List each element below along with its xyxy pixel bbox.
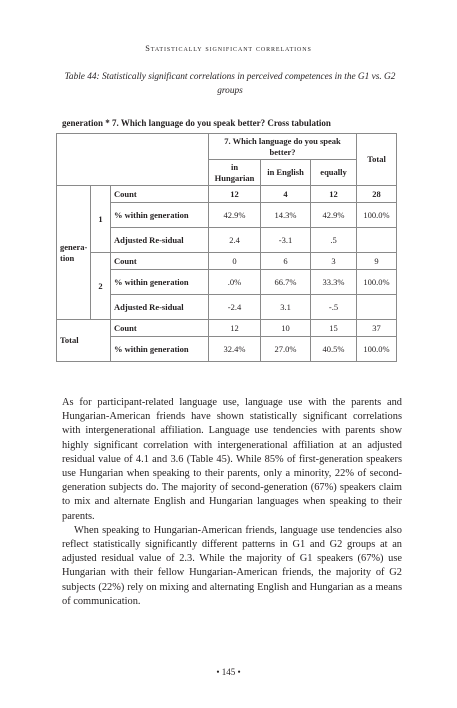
cell-value: .0%	[209, 270, 261, 295]
cell-value: 12	[209, 320, 261, 337]
stat-label: % within generation	[111, 270, 209, 295]
total-row-label: Total	[57, 320, 111, 362]
cell-value: 15	[311, 320, 357, 337]
cell-value	[357, 295, 397, 320]
cell-value: 42.9%	[311, 203, 357, 228]
answer-header-equally: equally	[311, 160, 357, 186]
cell-value: 28	[357, 186, 397, 203]
crosstab-table	[56, 133, 397, 362]
stat-label: Count	[111, 186, 209, 203]
cell-value: 3.1	[261, 295, 311, 320]
table-title: generation * 7. Which language do you speak better? Cross tabulation	[62, 118, 331, 128]
running-head: Statistically significant correlations	[145, 44, 312, 53]
cell-value: -2.4	[209, 295, 261, 320]
cell-value: 12	[311, 186, 357, 203]
table-row	[57, 320, 397, 337]
answer-header-english: in English	[261, 160, 311, 186]
cell-value: 37	[357, 320, 397, 337]
cell-value: 12	[209, 186, 261, 203]
cell-value: 100.0%	[357, 337, 397, 362]
cell-value: 42.9%	[209, 203, 261, 228]
stat-label: % within generation	[111, 337, 209, 362]
cell-value: 14.3%	[261, 203, 311, 228]
cell-value: 27.0%	[261, 337, 311, 362]
cell-value: 33.3%	[311, 270, 357, 295]
table-caption: Table 44: Statistically significant correlations in perceived competences in the G1 vs. G2 groups	[64, 72, 396, 96]
body-text	[62, 396, 402, 609]
cell-value: -3.1	[261, 228, 311, 253]
cell-value: 66.7%	[261, 270, 311, 295]
stat-label: Adjusted Re-sidual	[111, 228, 209, 253]
cell-value: 9	[357, 253, 397, 270]
cell-value: -.5	[311, 295, 357, 320]
cell-value	[357, 228, 397, 253]
cell-value: 0	[209, 253, 261, 270]
generation-1-label: 1	[91, 186, 111, 253]
cell-value: 32.4%	[209, 337, 261, 362]
cell-value: 40.5%	[311, 337, 357, 362]
generation-group-label: genera-tion	[57, 186, 91, 320]
cell-value: 100.0%	[357, 203, 397, 228]
cell-value: 2.4	[209, 228, 261, 253]
paragraph: When speaking to Hungarian-American friends, language use tendencies also reflect statistically significantly different patterns in G1 and G2 groups at an adjusted residual value of 2.3. While the majority of G1 speakers (67%) use Hungarian with their fellow Hungarian-American friends, the majority of G2 subjects (22%) rely on mixing and alternating English and Hungarian as a means of communication.	[62, 524, 402, 607]
page-number: • 145 •	[216, 667, 241, 677]
cell-value: 4	[261, 186, 311, 203]
header-empty-cell	[57, 134, 209, 186]
stat-label: Count	[111, 253, 209, 270]
cell-value: 6	[261, 253, 311, 270]
generation-2-label: 2	[91, 253, 111, 320]
total-column-header: Total	[357, 134, 397, 186]
table-row	[57, 253, 397, 270]
cell-value: 3	[311, 253, 357, 270]
cell-value: 10	[261, 320, 311, 337]
cell-value: 100.0%	[357, 270, 397, 295]
paragraph: As for participant-related language use, language use with the parents and Hungarian-American friends have shown statistically significant correlations with intergenerational affiliation. Language use tendencies with parents show highly significant correlation with intergenerational affiliation at an adjusted residual value of 4.1 and 3.6 (Table 45). While 85% of first-generation speakers use Hungarian when speaking to their parents, only a minority, 22% of second-generation subjects do. The majority of second-generation (67%) speakers claim to mix and alternate English and Hungarian languages when speaking to their parents.	[62, 397, 402, 522]
stat-label: % within generation	[111, 203, 209, 228]
answer-header-hungarian: in Hungarian	[209, 160, 261, 186]
stat-label: Count	[111, 320, 209, 337]
cell-value: .5	[311, 228, 357, 253]
question-header: 7. Which language do you speak better?	[209, 134, 357, 160]
table-row	[57, 186, 397, 203]
stat-label: Adjusted Re-sidual	[111, 295, 209, 320]
